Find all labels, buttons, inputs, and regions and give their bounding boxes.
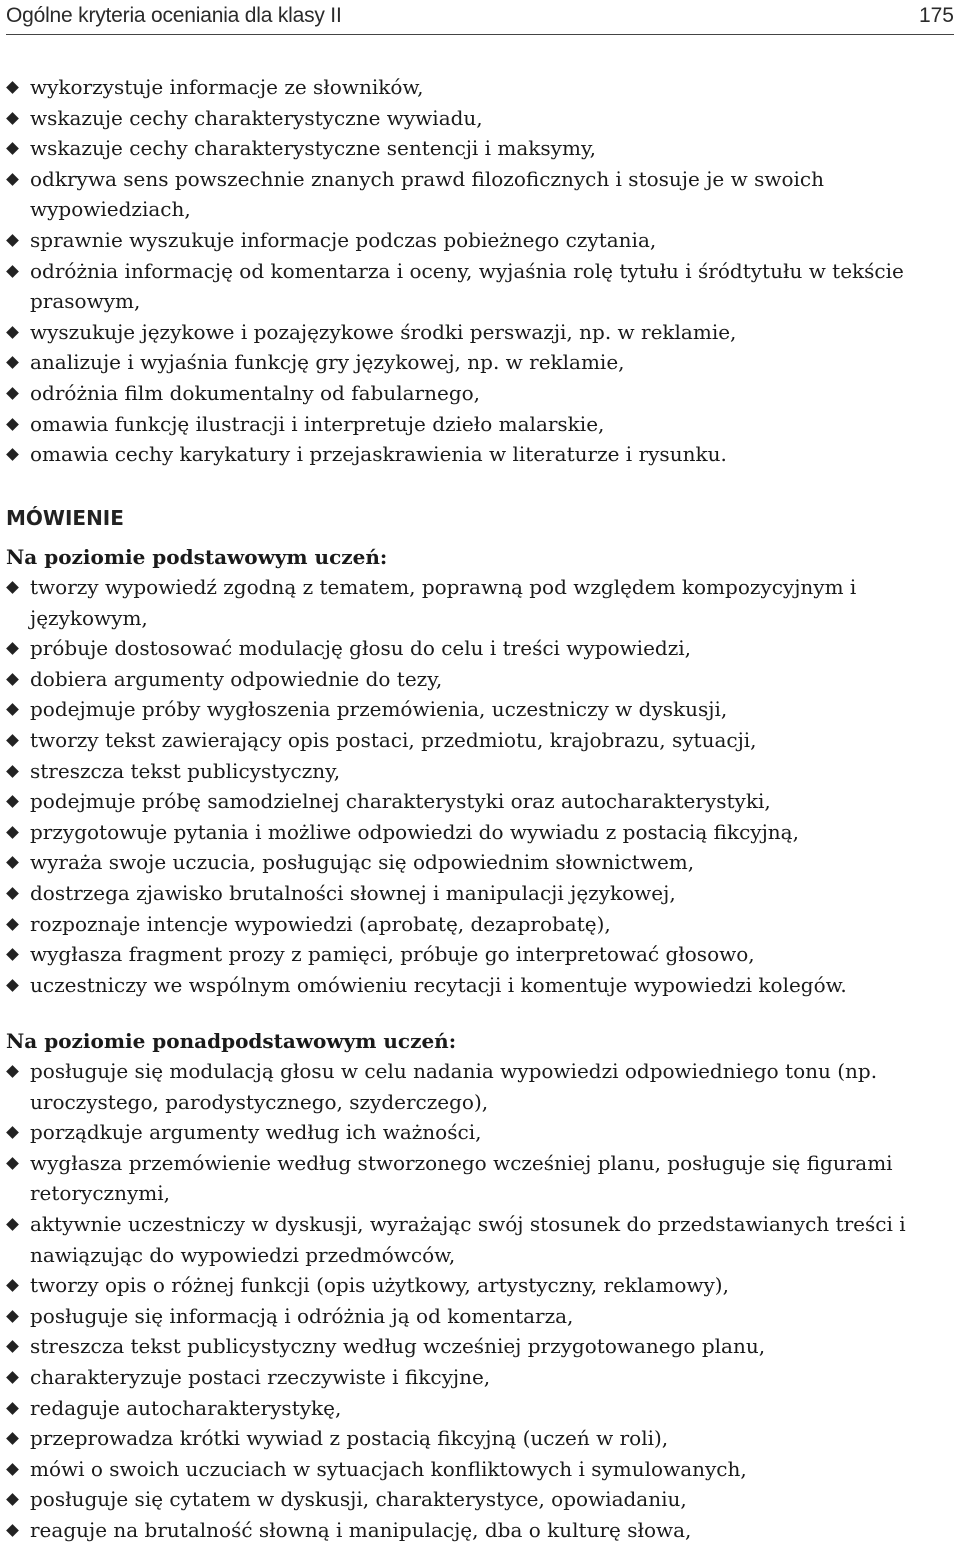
list-item-text: przeprowadza krótki wywiad z postacią fikcyjną (uczeń w roli), [30, 1426, 669, 1451]
list-item-text: podejmuje próby wygłoszenia przemówienia, uczestniczy w dyskusji, [30, 697, 728, 722]
section-title: MÓWIENIE [6, 506, 124, 530]
diamond-bullet-icon [6, 1279, 19, 1292]
diamond-bullet-icon [6, 795, 19, 808]
list-item [6, 133, 954, 164]
basic-level-list [6, 572, 954, 1000]
diamond-bullet-icon [6, 734, 19, 747]
list-item [6, 909, 954, 940]
diamond-bullet-icon [6, 173, 19, 186]
list-item-text: wskazuje cechy charakterystyczne sentencji i maksymy, [30, 136, 596, 161]
list-item [6, 847, 954, 878]
list-item-text: reaguje na brutalność słowną i manipulację, dba o kulturę słowa, [30, 1517, 692, 1542]
diamond-bullet-icon [6, 448, 19, 461]
list-item [6, 1423, 954, 1454]
diamond-bullet-icon [6, 856, 19, 869]
running-header-title: Ogólne kryteria oceniania dla klasy II [6, 4, 342, 27]
diamond-bullet-icon [6, 112, 19, 125]
page-number: 175 [918, 4, 954, 27]
list-item [6, 409, 954, 440]
advanced-level-block [6, 1026, 954, 1546]
diamond-bullet-icon [6, 1432, 19, 1445]
diamond-bullet-icon [6, 1157, 19, 1170]
list-item-text: dostrzega zjawisko brutalności słownej i manipulacji językowej, [30, 880, 676, 905]
diamond-bullet-icon [6, 673, 19, 686]
list-item [6, 817, 954, 848]
diamond-bullet-icon [6, 418, 19, 431]
diamond-bullet-icon [6, 979, 19, 992]
diamond-bullet-icon [6, 1340, 19, 1353]
list-item [6, 1209, 954, 1270]
list-item [6, 756, 954, 787]
diamond-bullet-icon [6, 704, 19, 717]
list-item [6, 970, 954, 1001]
list-item-text: streszcza tekst publicystyczny, [30, 758, 341, 783]
diamond-bullet-icon [6, 1218, 19, 1231]
list-item-text: mówi o swoich uczuciach w sytuacjach konfliktowych i symulowanych, [30, 1456, 747, 1481]
diamond-bullet-icon [6, 918, 19, 931]
list-item-text: przygotowuje pytania i możliwe odpowiedzi do wywiadu z postacią fikcyjną, [30, 819, 799, 844]
list-item [6, 164, 954, 225]
list-item-text: analizuje i wyjaśnia funkcję gry językowej, np. w reklamie, [30, 350, 625, 375]
diamond-bullet-icon [6, 581, 19, 594]
list-item-text: streszcza tekst publicystyczny według wcześniej przygotowanego planu, [30, 1334, 766, 1359]
list-item-text: wygłasza przemówienie według stworzonego wcześniej planu, posługuje się figurami retorycznymi, [30, 1150, 893, 1206]
diamond-bullet-icon [6, 326, 19, 339]
diamond-bullet-icon [6, 948, 19, 961]
list-item-text: dobiera argumenty odpowiednie do tezy, [30, 666, 443, 691]
diamond-bullet-icon [6, 142, 19, 155]
list-item-text: wyszukuje językowe i pozajęzykowe środki perswazji, np. w reklamie, [30, 319, 737, 344]
diamond-bullet-icon [6, 887, 19, 900]
list-item [6, 1117, 954, 1148]
list-item-text: posługuje się modulacją głosu w celu nadania wypowiedzi odpowiedniego tonu (np. uroczystego, parodystycznego, szyderczego), [30, 1059, 878, 1114]
diamond-bullet-icon [6, 356, 19, 369]
list-item [6, 694, 954, 725]
list-item-text: tworzy tekst zawierający opis postaci, przedmiotu, krajobrazu, sytuacji, [30, 727, 757, 752]
list-item [6, 347, 954, 378]
diamond-bullet-icon [6, 642, 19, 655]
diamond-bullet-icon [6, 1524, 19, 1537]
diamond-bullet-icon [6, 1402, 19, 1415]
top-criteria-list [6, 72, 954, 470]
diamond-bullet-icon [6, 81, 19, 94]
diamond-bullet-icon [6, 1310, 19, 1323]
advanced-level-heading: Na poziomie ponadpodstawowym uczeń: [6, 1029, 457, 1053]
list-item-text: wyraża swoje uczucia, posługując się odpowiednim słownictwem, [30, 850, 695, 875]
list-item [6, 103, 954, 134]
diamond-bullet-icon [6, 826, 19, 839]
diamond-bullet-icon [6, 1463, 19, 1476]
list-item [6, 439, 954, 470]
list-item-text: porządkuje argumenty według ich ważności, [30, 1120, 482, 1145]
list-item [6, 1301, 954, 1332]
list-item [6, 633, 954, 664]
list-item-text: rozpoznaje intencje wypowiedzi (aprobatę, dezaprobatę), [30, 911, 611, 936]
list-item-text: redaguje autocharakterystykę, [30, 1395, 342, 1420]
list-item [6, 1393, 954, 1424]
list-item-text: wskazuje cechy charakterystyczne wywiadu, [30, 105, 483, 130]
list-item-text: omawia cechy karykatury i przejaskrawienia w literaturze i rysunku. [30, 442, 727, 467]
list-item-text: próbuje dostosować modulację głosu do celu i treści wypowiedzi, [30, 636, 691, 661]
list-item-text: odróżnia film dokumentalny od fabularnego, [30, 380, 481, 405]
list-item [6, 72, 954, 103]
list-item [6, 1331, 954, 1362]
list-item [6, 1454, 954, 1485]
diamond-bullet-icon [6, 387, 19, 400]
list-item [6, 1362, 954, 1393]
list-item-text: posługuje się cytatem w dyskusji, charakterystyce, opowiadaniu, [30, 1487, 687, 1512]
list-item-text: odkrywa sens powszechnie znanych prawd filozoficznych i stosuje je w swoich wypowiedziach, [30, 166, 824, 222]
list-item-text: omawia funkcję ilustracji i interpretuje dzieło malarskie, [30, 411, 605, 436]
list-item [6, 317, 954, 348]
list-item-text: sprawnie wyszukuje informacje podczas pobieżnego czytania, [30, 227, 657, 252]
list-item-text: odróżnia informację od komentarza i oceny, wyjaśnia rolę tytułu i śródtytułu w tekście prasowym, [30, 258, 904, 314]
list-item [6, 1484, 954, 1515]
diamond-bullet-icon [6, 1065, 19, 1078]
list-item [6, 1515, 954, 1546]
list-item-text: podejmuje próbę samodzielnej charakterystyki oraz autocharakterystyki, [30, 789, 771, 814]
list-item [6, 725, 954, 756]
list-item [6, 572, 954, 633]
list-item-text: posługuje się informacją i odróżnia ją od komentarza, [30, 1303, 574, 1328]
list-item [6, 225, 954, 256]
list-item-text: tworzy wypowiedź zgodną z tematem, poprawną pod względem kompozycyjnym i językowym, [30, 575, 857, 630]
list-item [6, 1148, 954, 1209]
basic-level-heading: Na poziomie podstawowym uczeń: [6, 545, 388, 569]
diamond-bullet-icon [6, 234, 19, 247]
list-item [6, 1056, 954, 1117]
list-item [6, 786, 954, 817]
diamond-bullet-icon [6, 1493, 19, 1506]
list-item [6, 378, 954, 409]
diamond-bullet-icon [6, 1126, 19, 1139]
basic-level-block [6, 542, 954, 1000]
top-criteria-list-block [6, 72, 954, 470]
list-item-text: tworzy opis o różnej funkcji (opis użytkowy, artystyczny, reklamowy), [30, 1273, 729, 1298]
diamond-bullet-icon [6, 265, 19, 278]
list-item [6, 664, 954, 695]
list-item-text: charakteryzuje postaci rzeczywiste i fikcyjne, [30, 1364, 491, 1389]
advanced-level-list [6, 1056, 954, 1546]
list-item-text: aktywnie uczestniczy w dyskusji, wyrażając swój stosunek do przedstawianych treści i nawiązując do wypowiedzi przedmówców, [30, 1211, 906, 1267]
diamond-bullet-icon [6, 765, 19, 778]
running-header [6, 0, 954, 35]
list-item [6, 939, 954, 970]
list-item [6, 256, 954, 317]
list-item-text: uczestniczy we wspólnym omówieniu recytacji i komentuje wypowiedzi kolegów. [30, 972, 847, 997]
list-item-text: wykorzystuje informacje ze słowników, [30, 75, 424, 99]
diamond-bullet-icon [6, 1371, 19, 1384]
list-item [6, 878, 954, 909]
list-item-text: wygłasza fragment prozy z pamięci, próbuje go interpretować głosowo, [30, 942, 755, 967]
list-item [6, 1270, 954, 1301]
